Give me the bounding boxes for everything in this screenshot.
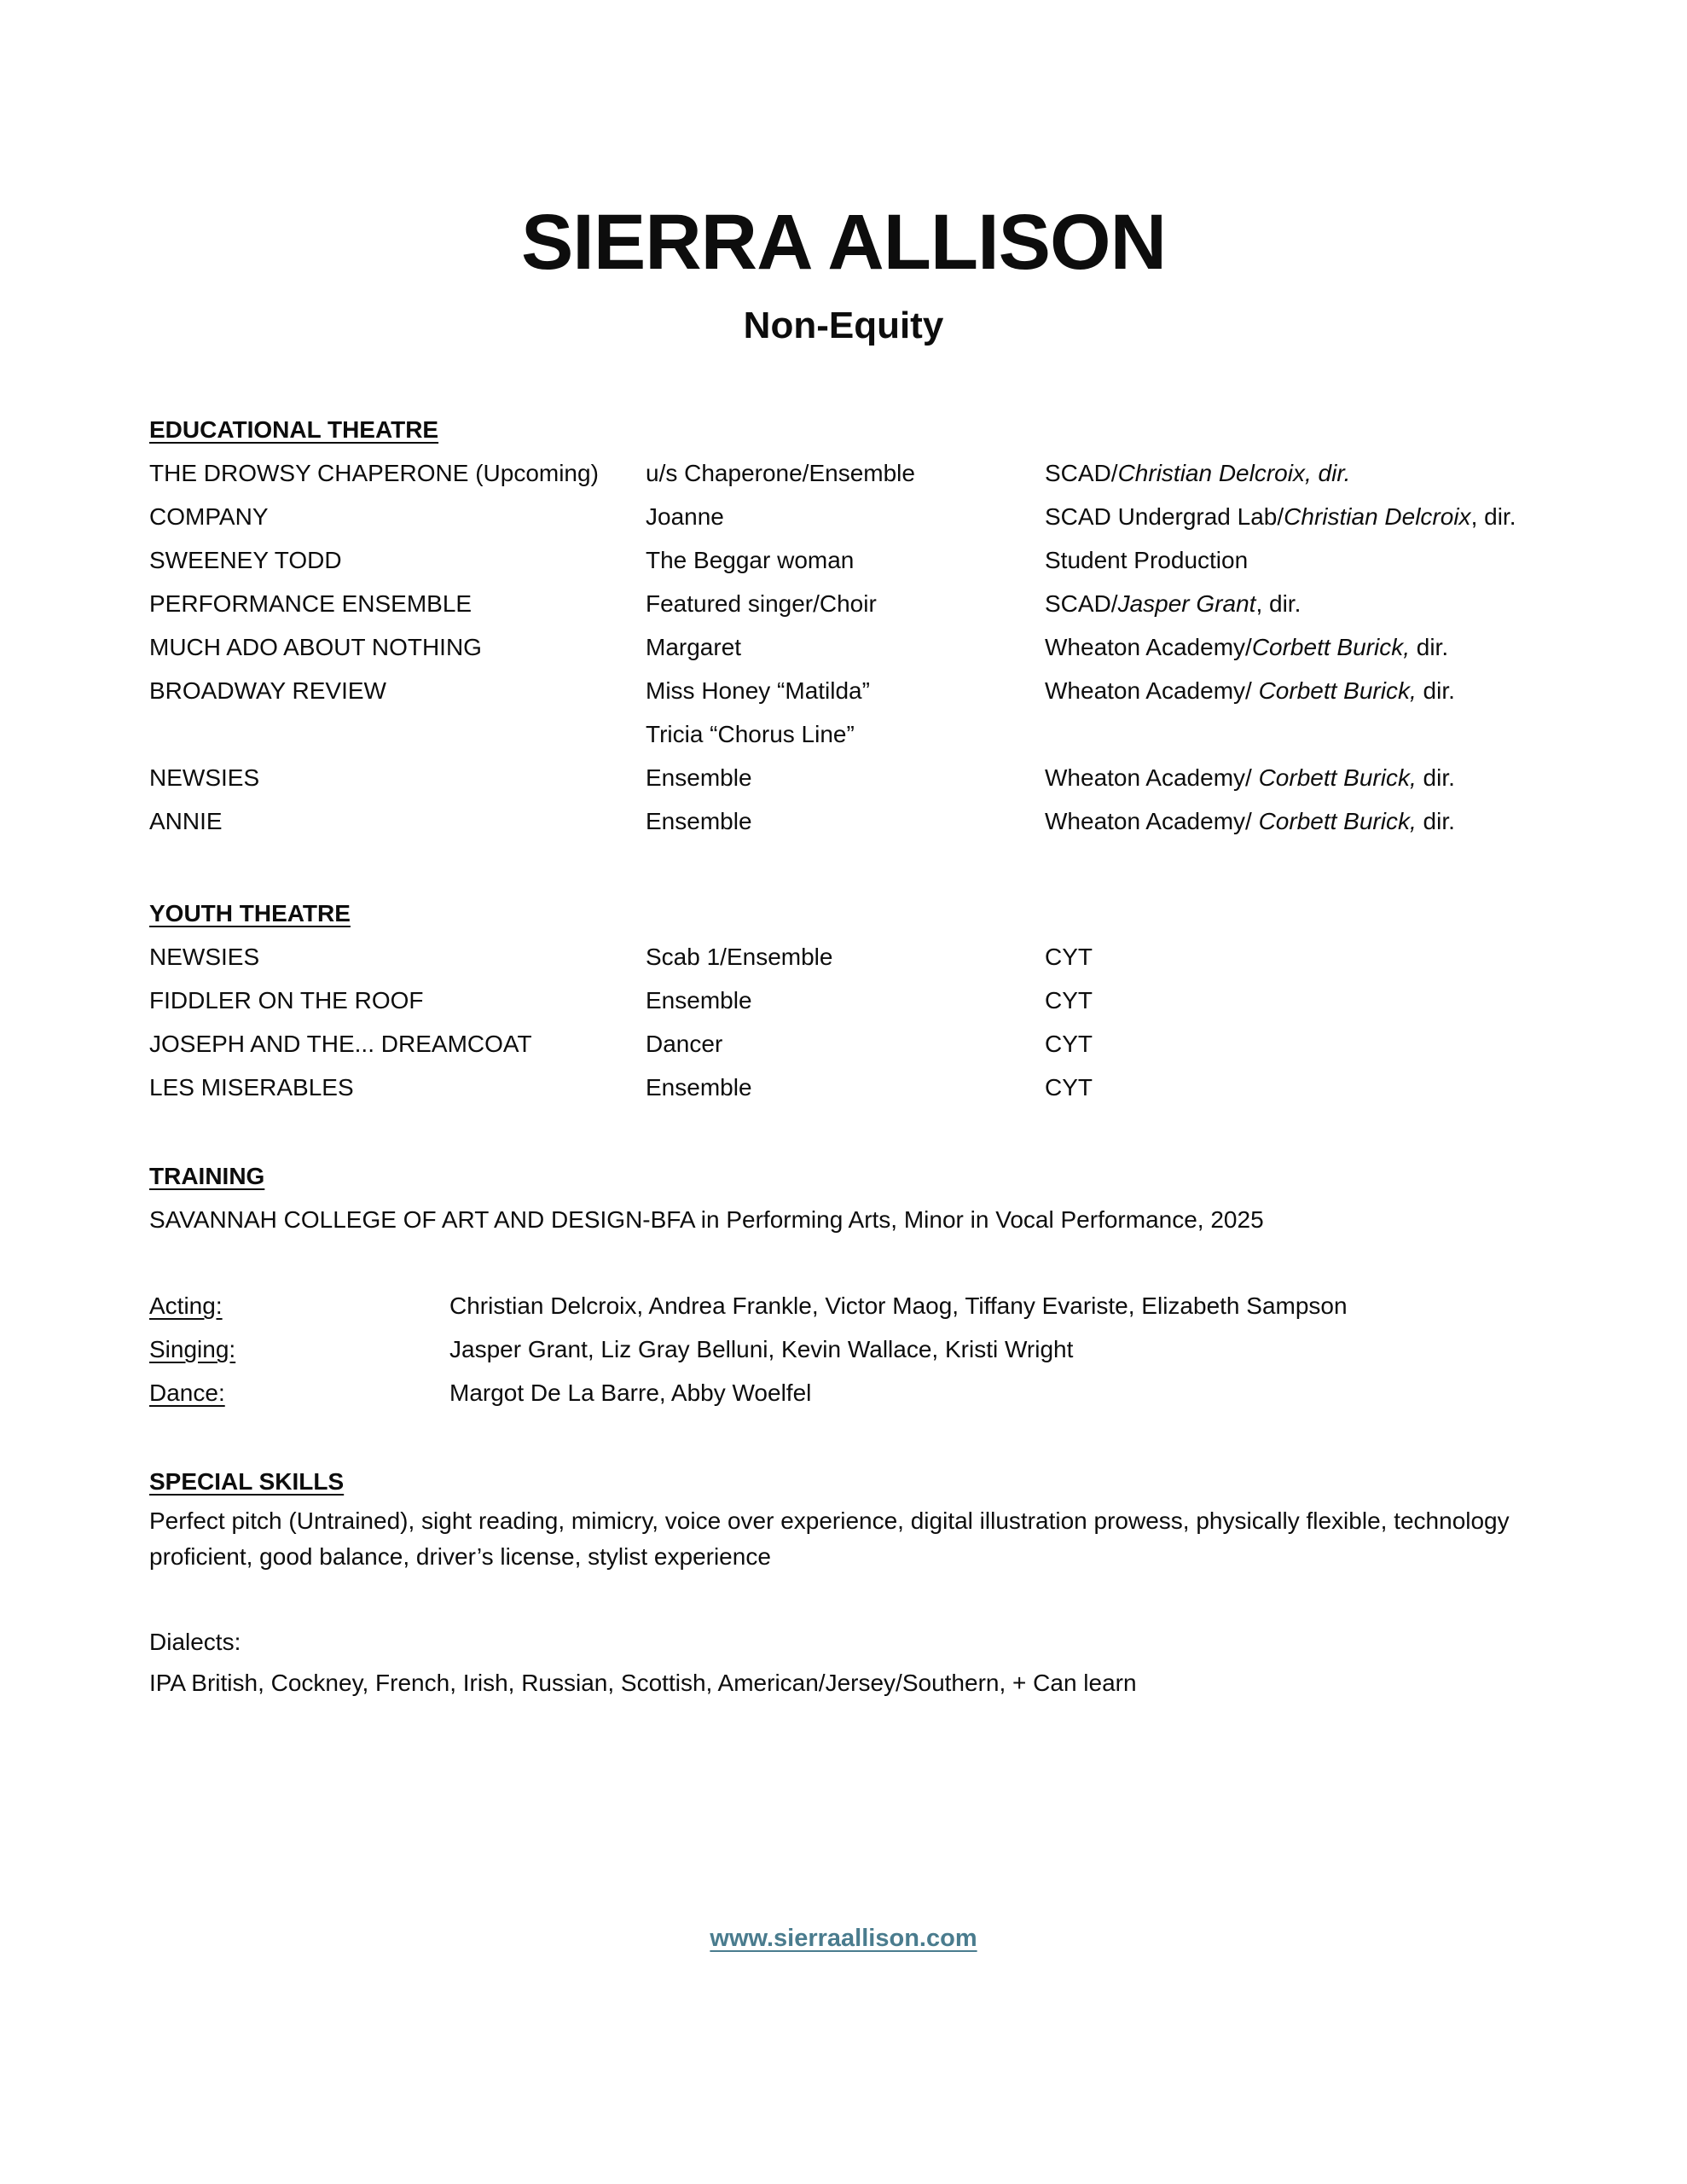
organization: Wheaton Academy/ Corbett Burick, dir. [1045, 808, 1455, 834]
role-name: The Beggar woman [646, 547, 855, 573]
training-names: Christian Delcroix, Andrea Frankle, Victor Maog, Tiffany Evariste, Elizabeth Sampson [449, 1292, 1348, 1319]
organization: SCAD Undergrad Lab/Christian Delcroix, dir. [1045, 503, 1516, 530]
training-label-singing: Singing: [149, 1336, 236, 1362]
training-names: Margot De La Barre, Abby Woelfel [449, 1380, 812, 1406]
role-name: Dancer [646, 1031, 723, 1057]
footer [149, 1925, 1538, 1953]
organization: CYT [1045, 1031, 1093, 1057]
show-title: SWEENEY TODD [149, 547, 342, 573]
training-label-dance: Dance: [149, 1380, 225, 1406]
training-label-acting: Acting: [149, 1292, 223, 1319]
dialects-label: Dialects: [149, 1629, 241, 1655]
role-name: Miss Honey “Matilda” [646, 677, 870, 704]
organization: Wheaton Academy/ Corbett Burick, dir. [1045, 764, 1455, 791]
special-skills-text: Perfect pitch (Untrained), sight reading, mimicry, voice over experience, digital illustration prowess, physically flexible, technology proficient, good balance, driver’s license, stylist experience [149, 1507, 1510, 1570]
role-name: Joanne [646, 503, 724, 530]
organization: CYT [1045, 1074, 1093, 1101]
credit-row [149, 625, 1538, 669]
training-item [149, 1284, 1538, 1327]
show-title: FIDDLER ON THE ROOF [149, 987, 424, 1014]
show-title: NEWSIES [149, 944, 260, 970]
website-link[interactable]: www.sierraallison.com [710, 1925, 977, 1952]
role-name: Scab 1/Ensemble [646, 944, 833, 970]
credit-row [149, 495, 1538, 538]
training-list [149, 1284, 1538, 1414]
role-name: Ensemble [646, 1074, 752, 1101]
show-title: ANNIE [149, 808, 223, 834]
credit-row [149, 451, 1538, 495]
credit-row [149, 979, 1538, 1022]
show-title: PERFORMANCE ENSEMBLE [149, 590, 472, 617]
role-name: Featured singer/Choir [646, 590, 877, 617]
page-title: SIERRA ALLISON [520, 199, 1167, 286]
role-name: Ensemble [646, 808, 752, 834]
role-name: Ensemble [646, 987, 752, 1014]
organization: Student Production [1045, 547, 1249, 573]
training-item [149, 1327, 1538, 1371]
organization: CYT [1045, 987, 1093, 1014]
organization: Wheaton Academy/ Corbett Burick, dir. [1045, 677, 1455, 704]
educational-theatre-table [149, 451, 1538, 843]
credit-row [149, 582, 1538, 625]
show-title: COMPANY [149, 503, 269, 530]
show-title: BROADWAY REVIEW [149, 677, 386, 704]
organization: CYT [1045, 944, 1093, 970]
organization: SCAD/Christian Delcroix, dir. [1045, 460, 1351, 486]
organization: Wheaton Academy/Corbett Burick, dir. [1045, 634, 1449, 660]
section-heading-special-skills: SPECIAL SKILLS [149, 1468, 345, 1495]
section-heading-youth-theatre: YOUTH THEATRE [149, 900, 351, 926]
youth-theatre-table [149, 935, 1538, 1109]
organization [1045, 712, 1538, 756]
show-title [149, 712, 646, 756]
credit-row [149, 712, 1538, 756]
show-title: THE DROWSY CHAPERONE (Upcoming) [149, 460, 599, 486]
role-name: u/s Chaperone/Ensemble [646, 460, 915, 486]
section-heading-educational-theatre: EDUCATIONAL THEATRE [149, 416, 439, 443]
organization: SCAD/Jasper Grant, dir. [1045, 590, 1301, 617]
credit-row [149, 1022, 1538, 1066]
equity-status: Non-Equity [743, 305, 944, 346]
training-item [149, 1371, 1538, 1414]
role-name: Tricia “Chorus Line” [646, 721, 855, 747]
role-name: Margaret [646, 634, 742, 660]
credit-row [149, 756, 1538, 799]
dialects-list: IPA British, Cockney, French, Irish, Russian, Scottish, American/Jersey/Southern, + Can learn [149, 1670, 1137, 1696]
credit-row [149, 935, 1538, 979]
show-title: NEWSIES [149, 764, 260, 791]
show-title: MUCH ADO ABOUT NOTHING [149, 634, 482, 660]
section-heading-training: TRAINING [149, 1163, 265, 1189]
credit-row [149, 799, 1538, 843]
training-names: Jasper Grant, Liz Gray Belluni, Kevin Wallace, Kristi Wright [449, 1336, 1074, 1362]
show-title: JOSEPH AND THE... DREAMCOAT [149, 1031, 532, 1057]
role-name: Ensemble [646, 764, 752, 791]
credit-row [149, 1066, 1538, 1109]
show-title: LES MISERABLES [149, 1074, 354, 1101]
credit-row [149, 669, 1538, 712]
credit-row [149, 538, 1538, 582]
training-summary: SAVANNAH COLLEGE OF ART AND DESIGN-BFA in Performing Arts, Minor in Vocal Performance, 2025 [149, 1206, 1264, 1233]
